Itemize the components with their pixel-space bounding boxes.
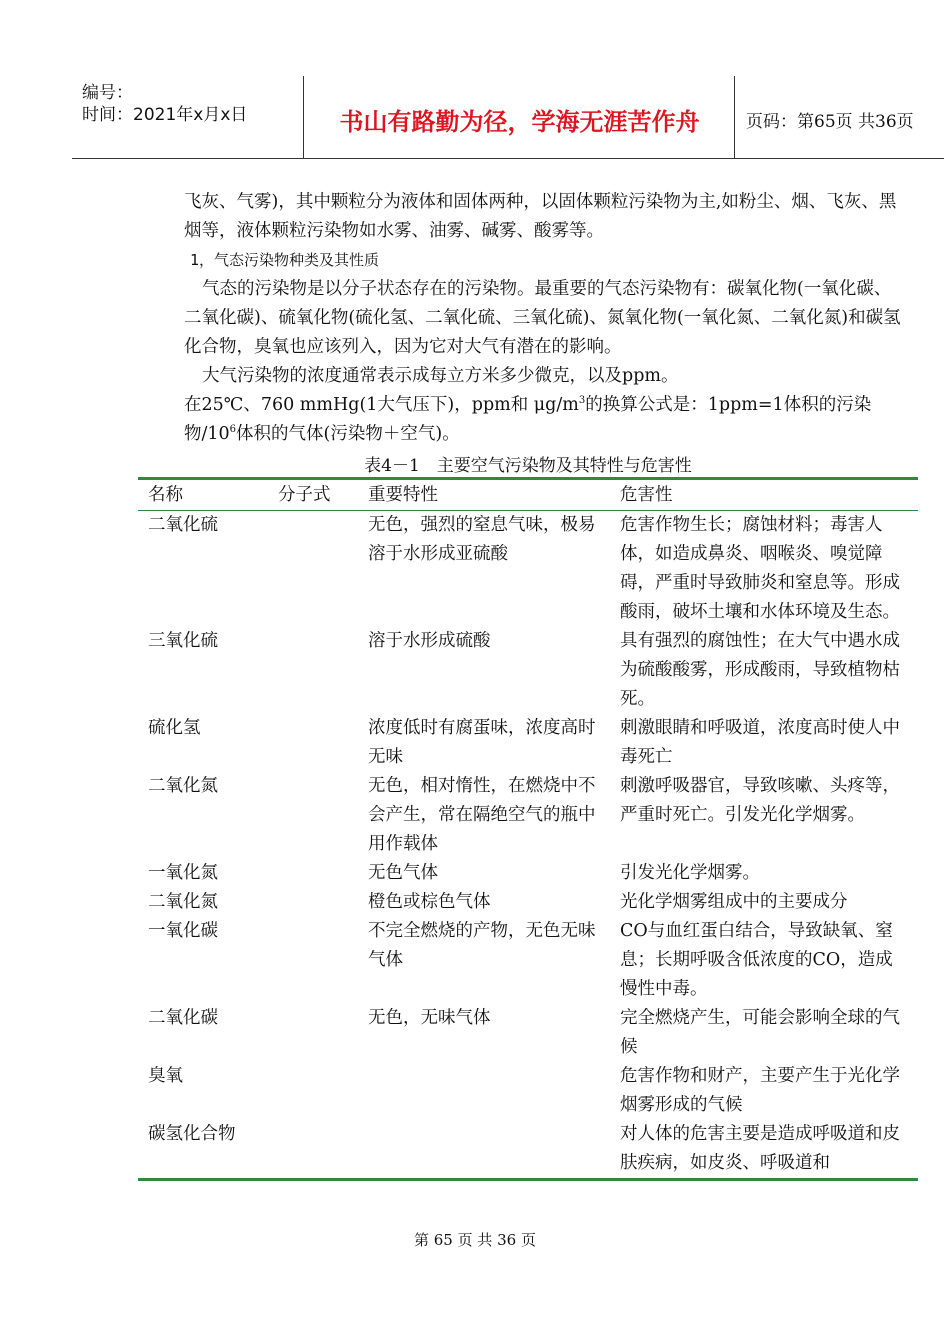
cell-property: 溶于水形成硫酸 xyxy=(368,631,491,651)
paragraph: 气态的污染物是以分子状态存在的污染物。最重要的气态污染物有：碳氧化物(一氧化碳、二氧化碳)、硫氧化物(硫化氢、二氧化硫、三氧化硫)、氮氧化物(一氧化氮、二氧化氮)和碳氢化合物，臭氧也应该列入，因为它对大气有潜在的影响。 xyxy=(184,279,901,357)
header-motto: 书山有路勤为径，学海无涯苦作舟 xyxy=(339,108,700,136)
doc-time-label: 时间：2021年x月x日 xyxy=(82,105,248,125)
cell-name: 臭氧 xyxy=(148,1066,183,1086)
cell-formula xyxy=(278,1062,368,1120)
column-header-formula: 分子式 xyxy=(278,485,331,505)
cell-name: 一氧化碳 xyxy=(148,921,218,941)
superscript: 6 xyxy=(229,424,237,436)
formula-text: 体积的气体(污染物＋空气)。 xyxy=(236,424,460,444)
cell-property xyxy=(368,1120,608,1178)
section-subheading: 1，气态污染物种类及其性质 xyxy=(190,251,380,269)
doc-number-label: 编号： xyxy=(82,83,133,103)
table-row xyxy=(138,1004,918,1062)
cell-hazard: 刺激呼吸器官，导致咳嗽、头疼等，严重时死亡。引发光化学烟雾。 xyxy=(620,776,900,825)
pollutant-table xyxy=(138,477,918,1181)
cell-name: 一氧化氮 xyxy=(148,863,218,883)
table-row xyxy=(138,917,918,1004)
cell-formula xyxy=(278,917,368,1004)
cell-property: 浓度低时有腐蛋味，浓度高时无味 xyxy=(368,718,596,767)
cell-hazard: 完全燃烧产生，可能会影响全球的气候 xyxy=(620,1008,900,1057)
table-row xyxy=(138,1120,918,1178)
cell-property: 无色，无味气体 xyxy=(368,1008,491,1028)
cell-formula xyxy=(278,627,368,714)
table-caption: 表4－1 主要空气污染物及其特性与危害性 xyxy=(364,456,692,476)
column-header-name: 名称 xyxy=(148,485,183,505)
cell-hazard: CO与血红蛋白结合，导致缺氧、窒息；长期呼吸含低浓度的CO，造成慢性中毒。 xyxy=(620,921,893,999)
cell-property: 橙色或棕色气体 xyxy=(368,892,491,912)
cell-name: 二氧化碳 xyxy=(148,1008,218,1028)
superscript: 3 xyxy=(578,395,586,407)
table-row xyxy=(138,859,918,888)
cell-hazard: 具有强烈的腐蚀性；在大气中遇水成为硫酸酸雾，形成酸雨，导致植物枯死。 xyxy=(620,631,900,709)
cell-formula xyxy=(278,1004,368,1062)
header-divider xyxy=(734,76,735,158)
cell-name: 二氧化硫 xyxy=(148,515,218,535)
cell-property: 无色气体 xyxy=(368,863,438,883)
cell-property xyxy=(368,1062,608,1120)
cell-hazard: 引发光化学烟雾。 xyxy=(620,863,760,883)
cell-name: 三氧化硫 xyxy=(148,631,218,651)
cell-property: 不完全燃烧的产物，无色无味气体 xyxy=(368,921,596,970)
cell-formula xyxy=(278,511,368,627)
cell-name: 碳氢化合物 xyxy=(148,1124,236,1144)
cell-hazard: 危害作物生长；腐蚀材料；毒害人体，如造成鼻炎、咽喉炎、嗅觉障碍，严重时导致肺炎和窒息等。形成酸雨，破坏土壤和水体环境及生态。 xyxy=(620,515,900,622)
table-row xyxy=(138,511,918,627)
header-page-info: 页码：第65页 共36页 xyxy=(746,112,914,132)
cell-formula xyxy=(278,859,368,888)
cell-formula xyxy=(278,1120,368,1178)
cell-hazard: 危害作物和财产，主要产生于光化学烟雾形成的气候 xyxy=(620,1066,900,1115)
table-header-row xyxy=(138,480,918,511)
formula-text: 的换算公式是：1ppm=1体积的污染物/10 xyxy=(184,395,872,444)
column-header-hazard: 危害性 xyxy=(620,485,673,505)
cell-hazard: 刺激眼睛和呼吸道，浓度高时使人中毒死亡 xyxy=(620,718,900,767)
cell-hazard: 对人体的危害主要是造成呼吸道和皮肤疾病，如皮炎、呼吸道和 xyxy=(620,1124,900,1173)
cell-name: 硫化氢 xyxy=(148,718,201,738)
page-header xyxy=(72,76,944,159)
page-footer: 第 65 页 共 36 页 xyxy=(413,1231,536,1249)
cell-formula xyxy=(278,888,368,917)
paragraph: 飞灰、气雾)，其中颗粒分为液体和固体两种，以固体颗粒污染物为主,如粉尘、烟、飞灰、黑烟等，液体颗粒污染物如水雾、油雾、碱雾、酸雾等。 xyxy=(184,192,897,241)
cell-formula xyxy=(278,772,368,859)
table-row xyxy=(138,772,918,859)
cell-hazard: 光化学烟雾组成中的主要成分 xyxy=(620,892,848,912)
table-row xyxy=(138,627,918,714)
body-text xyxy=(184,188,904,449)
paragraph: 大气污染物的浓度通常表示成每立方米多少微克，以及ppm。 xyxy=(202,366,679,386)
column-header-property: 重要特性 xyxy=(368,485,438,505)
header-meta xyxy=(82,82,247,126)
cell-property: 无色，强烈的窒息气味，极易溶于水形成亚硫酸 xyxy=(368,515,596,564)
table-row xyxy=(138,888,918,917)
table-row xyxy=(138,1062,918,1120)
cell-property: 无色，相对惰性，在燃烧中不会产生，常在隔绝空气的瓶中用作载体 xyxy=(368,776,596,854)
formula-paragraph xyxy=(184,391,904,449)
formula-text: 在25℃、760 mmHg(1大气压下)，ppm和 μg/m xyxy=(184,395,579,415)
table-row xyxy=(138,714,918,772)
cell-name: 二氧化氮 xyxy=(148,776,218,796)
cell-name: 二氧化氮 xyxy=(148,892,218,912)
table-body xyxy=(138,511,918,1178)
cell-formula xyxy=(278,714,368,772)
